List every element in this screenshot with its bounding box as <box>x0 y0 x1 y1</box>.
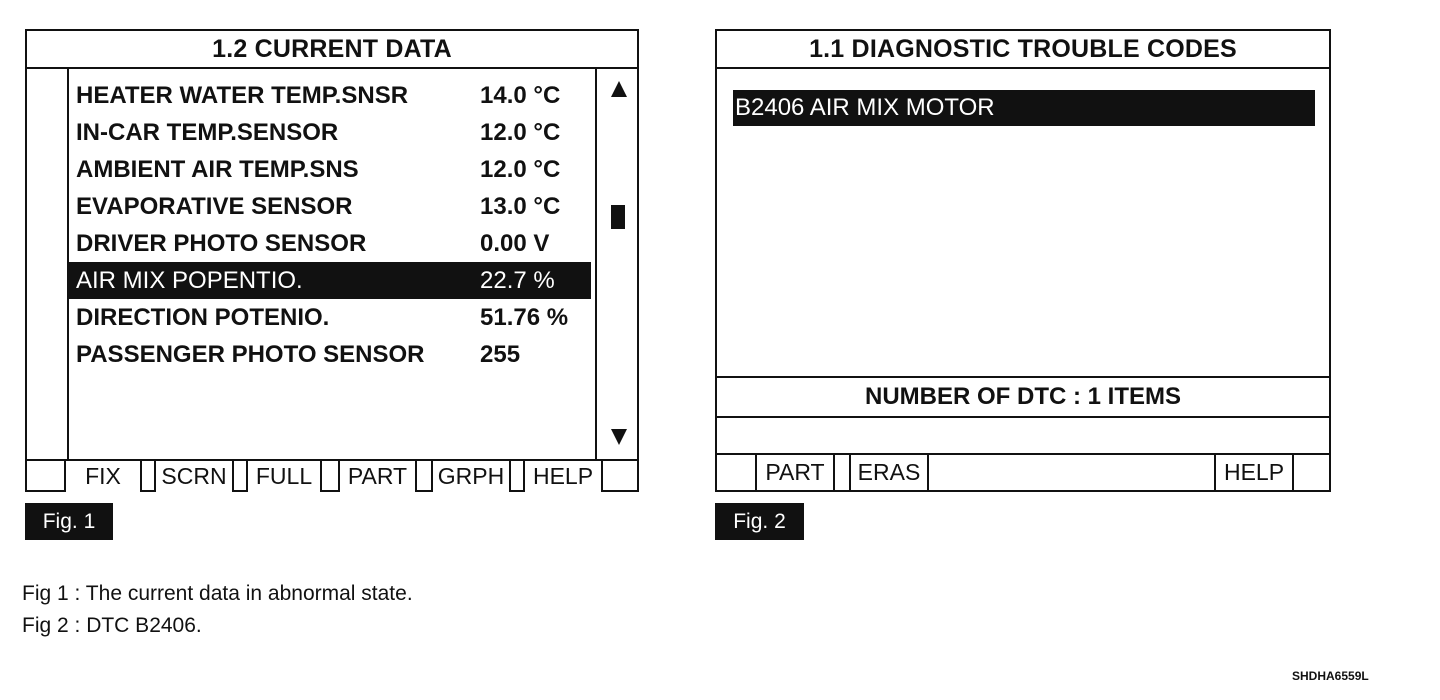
data-row-value: 12.0 °C <box>480 155 561 183</box>
fix-button[interactable]: FIX <box>64 461 142 492</box>
caption-fig2: Fig 2 : DTC B2406. <box>22 614 202 637</box>
data-row-value: 51.76 % <box>480 303 569 331</box>
data-row-value: 0.00 V <box>480 229 550 257</box>
data-row-passenger-photo-sensor[interactable] <box>69 336 591 373</box>
data-row-air-mix-potentio-selected[interactable] <box>69 262 591 299</box>
reference-code: SHDHA6559L <box>1292 669 1369 683</box>
data-row-label: PASSENGER PHOTO SENSOR <box>76 340 425 368</box>
dtc-count-status: NUMBER OF DTC : 1 ITEMS <box>865 383 1181 410</box>
help-button[interactable]: HELP <box>1214 455 1294 490</box>
figure-label-2: Fig. 2 <box>715 503 804 540</box>
figure-label-1: Fig. 1 <box>25 503 113 540</box>
part-button[interactable]: PART <box>338 461 417 492</box>
full-button[interactable]: FULL <box>246 461 322 492</box>
data-row-value: 22.7 % <box>480 266 555 294</box>
data-row-label: DRIVER PHOTO SENSOR <box>76 229 367 257</box>
data-row-driver-photo-sensor[interactable] <box>69 225 591 262</box>
divider <box>717 416 1329 418</box>
data-row-label: HEATER WATER TEMP.SNSR <box>76 81 409 109</box>
data-row-value: 255 <box>480 340 521 368</box>
data-row-value: 12.0 °C <box>480 118 561 146</box>
data-row-label: AIR MIX POPENTIO. <box>76 266 303 294</box>
scrn-button[interactable]: SCRN <box>154 461 234 492</box>
data-row-label: IN-CAR TEMP.SENSOR <box>76 118 339 146</box>
scroll-thumb[interactable] <box>611 205 625 229</box>
scrollbar[interactable] <box>595 69 639 459</box>
data-row-ambient-air-temp[interactable] <box>69 151 591 188</box>
data-row-evaporative-sensor[interactable] <box>69 188 591 225</box>
data-row-label: AMBIENT AIR TEMP.SNS <box>76 155 359 183</box>
function-key-bar <box>27 459 637 490</box>
data-row-label: DIRECTION POTENIO. <box>76 303 330 331</box>
dtc-title: 1.1 DIAGNOSTIC TROUBLE CODES <box>717 31 1329 69</box>
grph-button[interactable]: GRPH <box>431 461 511 492</box>
left-gutter <box>27 69 69 459</box>
part-button[interactable]: PART <box>755 455 835 490</box>
data-row-value: 14.0 °C <box>480 81 561 109</box>
scroll-down-icon[interactable] <box>611 429 627 445</box>
current-data-screen <box>25 29 639 492</box>
help-button[interactable]: HELP <box>523 461 603 492</box>
dtc-screen <box>715 29 1331 492</box>
data-row-in-car-temp[interactable] <box>69 114 591 151</box>
scroll-up-icon[interactable] <box>611 81 627 97</box>
data-row-value: 13.0 °C <box>480 192 561 220</box>
current-data-list <box>69 69 595 459</box>
eras-button[interactable]: ERAS <box>849 455 929 490</box>
caption-fig1: Fig 1 : The current data in abnormal state. <box>22 582 413 605</box>
current-data-title: 1.2 CURRENT DATA <box>27 31 637 69</box>
data-row-direction-potenio[interactable] <box>69 299 591 336</box>
dtc-item-selected[interactable]: B2406 AIR MIX MOTOR <box>733 90 1315 126</box>
data-row-heater-water-temp[interactable] <box>69 77 591 114</box>
data-row-label: EVAPORATIVE SENSOR <box>76 192 353 220</box>
